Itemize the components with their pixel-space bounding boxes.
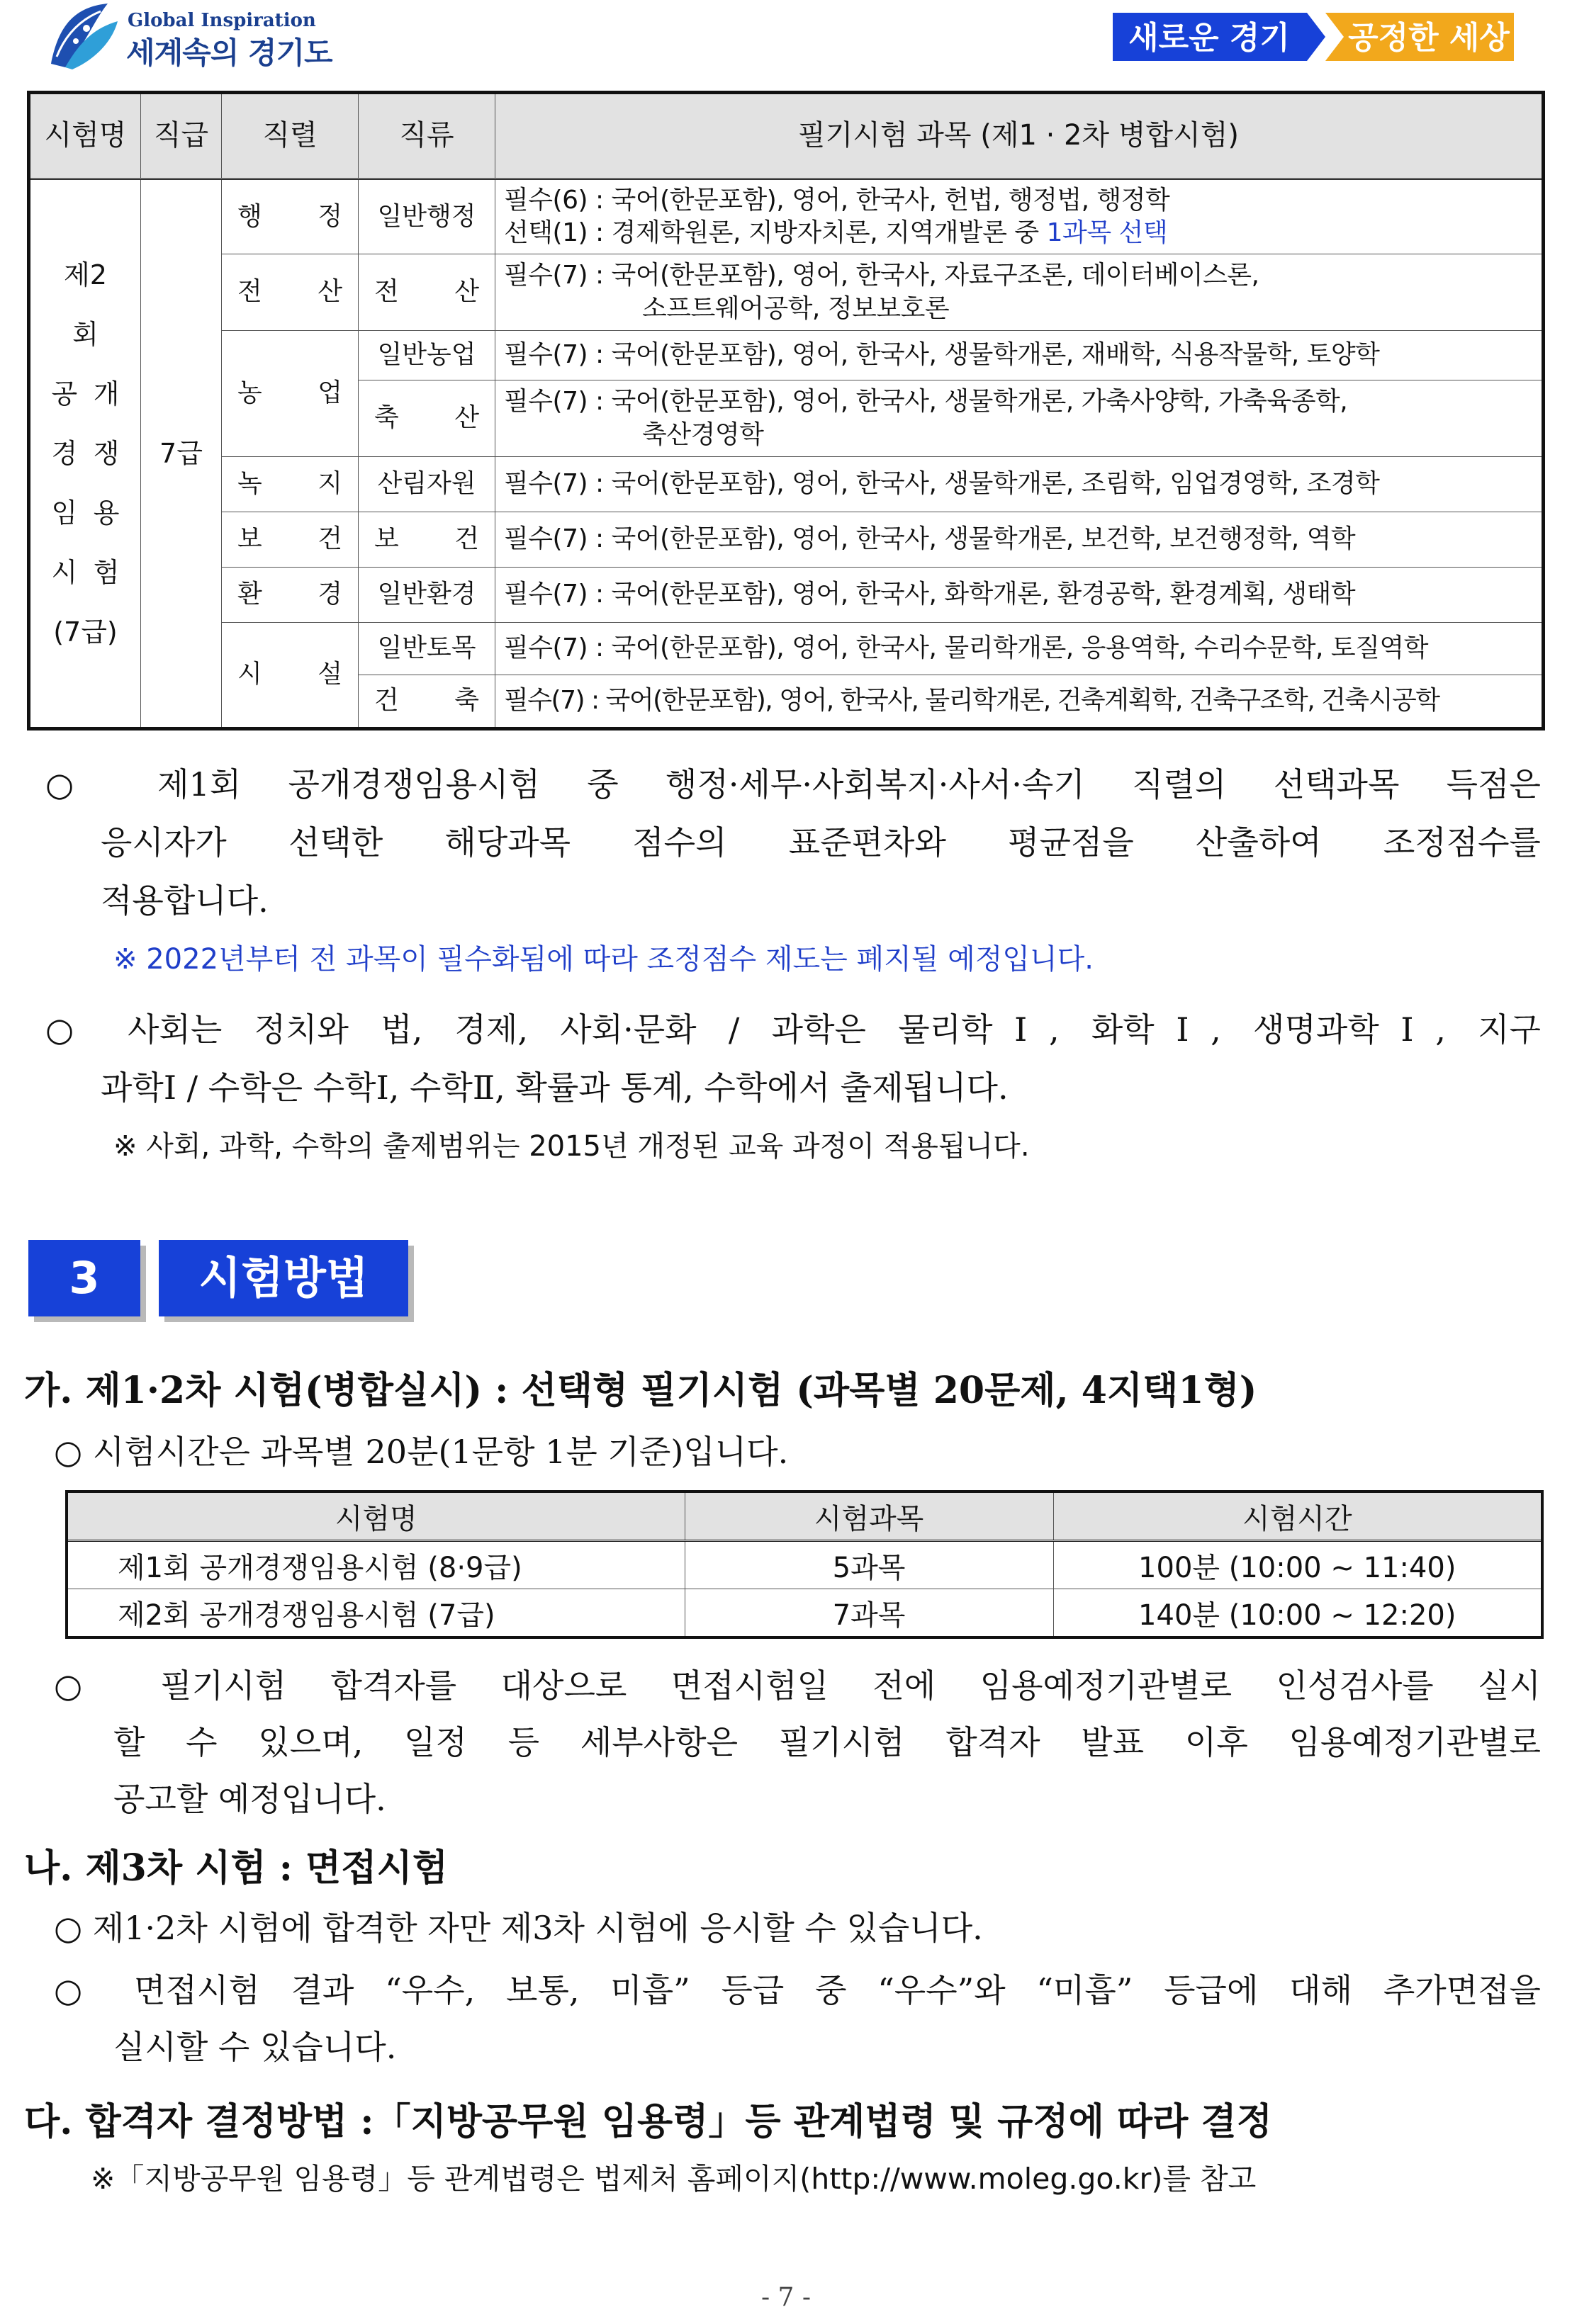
logo-title: 세계속의 경기도 [126, 35, 332, 70]
slogan-left: 새로운 경기 [1128, 20, 1290, 56]
grade-cell: 7급 [141, 179, 222, 729]
slogan-banner [1113, 10, 1514, 64]
slogan-right: 공정한 세상 [1348, 20, 1510, 56]
table-row [67, 1541, 1542, 1589]
exam-time-cell: 140분 (10:00 ~ 12:20) [1053, 1589, 1542, 1638]
page-number: - 7 - [760, 2283, 812, 2312]
section-number: 3 [28, 1240, 140, 1316]
interview-note-2-line-1: ○ 면접시험 결과 “우수, 보통, 미흡” 등급 중 “우수”와 “미흡” 등급에 대해 추가면접을 [54, 1971, 1541, 2009]
header-exam-time: 시험시간 [1053, 1491, 1542, 1541]
table-row [29, 254, 1544, 331]
table-header-row [29, 93, 1544, 179]
section-title: 시험방법 [159, 1240, 408, 1316]
subject-count-cell: 5과목 [685, 1541, 1053, 1589]
kind-cell: 일반행정 [359, 179, 495, 254]
kind-cell: 일반토목 [359, 623, 495, 675]
kind-cell: 일반환경 [359, 568, 495, 623]
series-cell: 농 업 [222, 331, 359, 457]
exam-name-cell: 제2회 공개경쟁임용시험 (7급) [67, 1589, 685, 1638]
subjects-cell: 필수(7) : 국어(한문포함), 영어, 한국사, 생물학개론, 재배학, 식용작물학, 토양학 [495, 331, 1544, 380]
note-paragraph-1-line-2: 응시자가 선택한 해당과목 점수의 표준편차와 평균점을 산출하여 조정점수를 [101, 823, 1541, 862]
personality-test-note-line-1: ○ 필기시험 합격자를 대상으로 면접시험일 전에 임용예정기관별로 인성검사를 실시 [54, 1666, 1541, 1705]
exam-time-note: ○ 시험시간은 과목별 20분(1문항 1분 기준)입니다. [54, 1433, 789, 1471]
header-exam-name: 시험명 [29, 93, 141, 179]
series-cell: 녹 지 [222, 457, 359, 512]
series-cell: 시 설 [222, 623, 359, 729]
personality-test-note-line-3: 공고할 예정입니다. [113, 1780, 386, 1818]
table-header-row [67, 1491, 1542, 1541]
table-row [29, 331, 1544, 380]
logo-tagline: Global Inspiration [128, 10, 316, 31]
law-reference-note: ※「지방공무원 임용령」등 관계법령은 법제처 홈페이지(http://www.moleg.go.kr)를 참고 [91, 2162, 1257, 2196]
series-cell: 보 건 [222, 512, 359, 568]
note-curriculum-scope: ※ 사회, 과학, 수학의 출제범위는 2015년 개정된 교육 과정이 적용됩니다. [113, 1130, 1030, 1163]
series-cell: 행 정 [222, 179, 359, 254]
kind-cell: 건 축 [359, 675, 495, 729]
subjects-cell: 필수(7) : 국어(한문포함), 영어, 한국사, 화학개론, 환경공학, 환경계획, 생태학 [495, 568, 1544, 623]
table-row [29, 623, 1544, 675]
kind-cell: 산림자원 [359, 457, 495, 512]
exam-time-cell: 100분 (10:00 ~ 11:40) [1053, 1541, 1542, 1589]
exam-schedule-table [65, 1490, 1544, 1639]
table-row [29, 179, 1544, 254]
header-series: 직렬 [222, 93, 359, 179]
note-paragraph-1-line-1: ○ 제1회 공개경쟁임용시험 중 행정·세무·사회복지·사서·속기 직렬의 선택과목 득점은 [45, 765, 1541, 803]
gyeonggi-emblem-icon [44, 0, 122, 71]
subjects-cell: 필수(7) : 국어(한문포함), 영어, 한국사, 물리학개론, 건축계획학, 건축구조학, 건축시공학 [495, 675, 1544, 729]
heading-ga: 가. 제1·2차 시험(병합실시) : 선택형 필기시험 (과목별 20문제, 4지택1형) [24, 1369, 1257, 1412]
subjects-cell: 필수(7) : 국어(한문포함), 영어, 한국사, 생물학개론, 조림학, 임업경영학, 조경학 [495, 457, 1544, 512]
subjects-cell: 필수(7) : 국어(한문포함), 영어, 한국사, 물리학개론, 응용역학, 수리수문학, 토질역학 [495, 623, 1544, 675]
table-row [29, 457, 1544, 512]
written-exam-subjects-table [27, 91, 1545, 731]
interview-note-1: ○ 제1·2차 시험에 합격한 자만 제3차 시험에 응시할 수 있습니다. [54, 1909, 983, 1947]
note-paragraph-1-line-3: 적용합니다. [101, 881, 269, 920]
exam-name-cell: 제2회 공 개 경 쟁 임 용 시 험 (7급) [29, 179, 141, 729]
subjects-cell: 필수(7) : 국어(한문포함), 영어, 한국사, 자료구조론, 데이터베이스론, 소프트웨어공학, 정보보호론 [495, 254, 1544, 331]
note-abolish-adjusted-score: ※ 2022년부터 전 과목이 필수화됨에 따라 조정점수 제도는 폐지될 예정입니다. [113, 943, 1094, 976]
subjects-cell: 필수(7) : 국어(한문포함), 영어, 한국사, 생물학개론, 가축사양학, 가축육종학, 축산경영학 [495, 380, 1544, 457]
heading-na: 나. 제3차 시험 : 면접시험 [24, 1846, 448, 1890]
interview-note-2-line-2: 실시할 수 있습니다. [113, 2028, 397, 2066]
header-exam-name: 시험명 [67, 1491, 685, 1541]
exam-name-cell: 제1회 공개경쟁임용시험 (8·9급) [67, 1541, 685, 1589]
note-paragraph-2-line-2: 과학Ⅰ / 수학은 수학Ⅰ, 수학Ⅱ, 확률과 통계, 수학에서 출제됩니다. [101, 1068, 1009, 1107]
header-exam-subjects: 시험과목 [685, 1491, 1053, 1541]
note-paragraph-2-line-1: ○ 사회는 정치와 법, 경제, 사회·문화 / 과학은 물리학Ⅰ, 화학Ⅰ, 생명과학Ⅰ, 지구 [45, 1010, 1541, 1049]
kind-cell: 축 산 [359, 380, 495, 457]
heading-da: 다. 합격자 결정방법 :「지방공무원 임용령」등 관계법령 및 규정에 따라 결정 [24, 2100, 1272, 2143]
subjects-cell: 필수(7) : 국어(한문포함), 영어, 한국사, 생물학개론, 보건학, 보건행정학, 역학 [495, 512, 1544, 568]
header-subjects: 필기시험 과목 (제1 · 2차 병합시험) [495, 93, 1544, 179]
header-kind: 직류 [359, 93, 495, 179]
series-cell: 환 경 [222, 568, 359, 623]
table-row [67, 1589, 1542, 1638]
series-cell: 전 산 [222, 254, 359, 331]
header-grade: 직급 [141, 93, 222, 179]
subjects-cell: 필수(6) : 국어(한문포함), 영어, 한국사, 헌법, 행정법, 행정학 선택(1) : 경제학원론, 지방자치론, 지역개발론 중 1과목 선택 [495, 179, 1544, 254]
personality-test-note-line-2: 할 수 있으며, 일정 등 세부사항은 필기시험 합격자 발표 이후 임용예정기관별로 [113, 1723, 1541, 1761]
table-row [29, 512, 1544, 568]
table-row [29, 568, 1544, 623]
subject-count-cell: 7과목 [685, 1589, 1053, 1638]
kind-cell: 전 산 [359, 254, 495, 331]
kind-cell: 보 건 [359, 512, 495, 568]
kind-cell: 일반농업 [359, 331, 495, 380]
